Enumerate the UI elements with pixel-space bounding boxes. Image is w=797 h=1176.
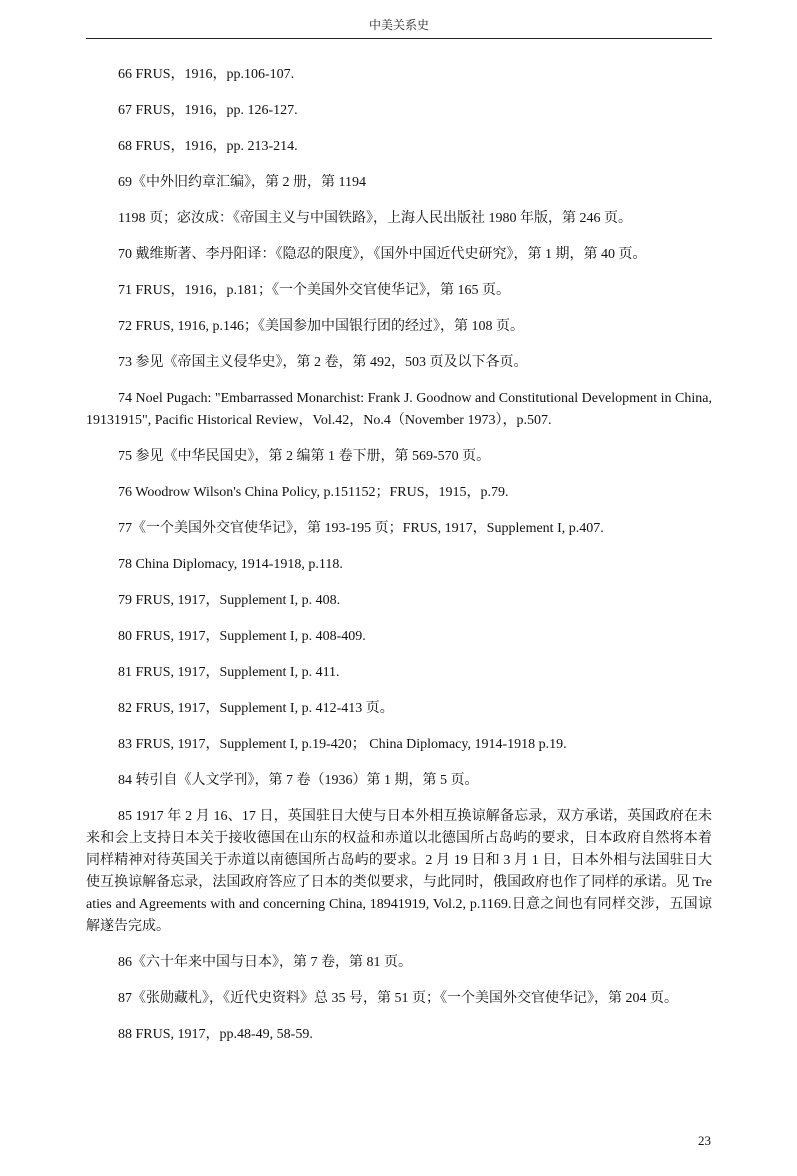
endnote: 79 FRUS, 1917，Supplement I, p. 408. [118, 593, 341, 608]
endnote: 70 戴维斯著、李丹阳译：《隐忍的限度》，《国外中国近代史研究》，第 1 期，第 40 页。 [118, 247, 647, 262]
endnote: 66 FRUS，1916，pp.106-107. [118, 67, 295, 82]
endnote: 87《张勋藏札》，《近代史资料》总 35 号，第 51 页；《一个美国外交官使华记》，第 204 页。 [118, 991, 678, 1006]
endnote: 77《一个美国外交官使华记》，第 193-195 页；FRUS, 1917，Supplement I, p.407. [118, 521, 604, 536]
header-rule [86, 38, 712, 39]
endnote: 85 1917 年 2 月 16、17 日，英国驻日大使与日本外相互换谅解备忘录，双方承诺，英国政府在未来和会上支持日本关于接收德国在山东的权益和赤道以北德国所占岛屿的要求，日本政府自然将本着同样精神对待英国关于赤道以南德国所占岛屿的要求。2 月 19 日和 3 月 1 日，日本外相与法国驻日大使互换谅解备忘录，法国政府答应了日本的类似要求，与此同时，俄国政府也作了同样的承诺。见 Treaties and Agreements with and concerning China, 18941919, Vol.2, p.1169.日意之间也有同样交涉，五国谅解遂告完成。 [86, 809, 712, 934]
endnote: 73 参见《帝国主义侵华史》，第 2 卷，第 492，503 页及以下各页。 [118, 355, 528, 370]
endnote: 86《六十年来中国与日本》，第 7 卷，第 81 页。 [118, 955, 412, 970]
endnote: 72 FRUS, 1916, p.146；《美国参加中国银行团的经过》，第 108 页。 [118, 319, 525, 334]
page-number: 23 [698, 1133, 711, 1148]
running-header: 中美关系史 [368, 18, 429, 32]
endnote: 75 参见《中华民国史》，第 2 编第 1 卷下册，第 569-570 页。 [118, 449, 491, 464]
endnote: 76 Woodrow Wilson's China Policy, p.151152；FRUS，1915，p.79. [118, 485, 509, 500]
endnote: 71 FRUS，1916，p.181；《一个美国外交官使华记》，第 165 页。 [118, 283, 511, 298]
endnote: 81 FRUS, 1917，Supplement I, p. 411. [118, 665, 340, 680]
endnote: 88 FRUS, 1917，pp.48-49, 58-59. [118, 1027, 313, 1042]
endnote: 69《中外旧约章汇编》，第 2 册，第 1194 [118, 175, 366, 190]
endnote: 68 FRUS，1916，pp. 213-214. [118, 139, 298, 154]
endnote: 84 转引自《人文学刊》，第 7 卷（1936）第 1 期，第 5 页。 [118, 773, 479, 788]
endnote: 83 FRUS, 1917，Supplement I, p.19-420； China Diplomacy, 1914-1918 p.19. [118, 737, 567, 752]
endnote: 67 FRUS，1916，pp. 126-127. [118, 103, 298, 118]
endnote: 82 FRUS, 1917，Supplement I, p. 412-413 页。 [118, 701, 394, 716]
endnotes-list [86, 64, 712, 1060]
endnote: 80 FRUS, 1917，Supplement I, p. 408-409. [118, 629, 366, 644]
endnote: 78 China Diplomacy, 1914-1918, p.118. [118, 557, 343, 572]
endnote: 1198 页；宓汝成：《帝国主义与中国铁路》，上海人民出版社 1980 年版，第 246 页。 [118, 211, 632, 226]
endnote: 74 Noel Pugach: "Embarrassed Monarchist: Frank J. Goodnow and Constitutional Development in China, 19131915", Pacific Historical Review，Vol.42，No.4（November 1973），p.507. [86, 391, 712, 428]
